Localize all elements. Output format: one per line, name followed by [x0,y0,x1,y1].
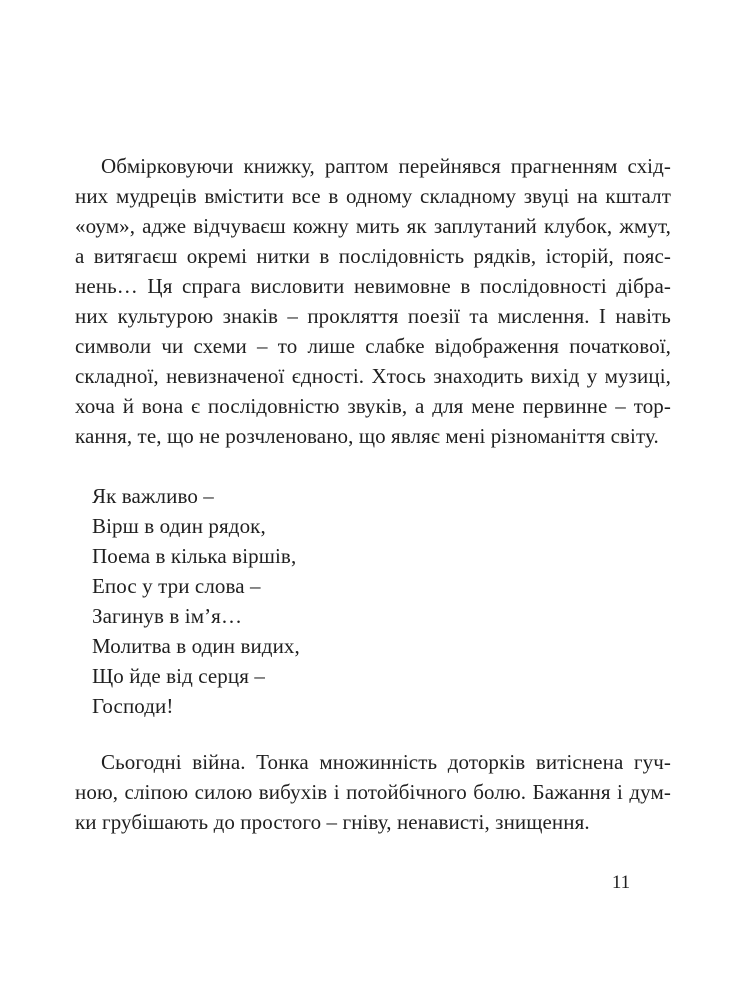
text-line: Обмірковуючи книжку, раптом перейнявся прагненням схід- [101,154,671,178]
text-line: кання, те, що не розчленовано, що являє мені різноманіття світу. [75,424,659,448]
paragraph-1 [75,151,671,451]
poem-line: Господи! [92,694,174,718]
poem-stanza [75,481,671,721]
paragraph-2 [75,747,671,837]
text-line: Сьогодні війна. Тонка множинність доторків витіснена гуч- [101,750,671,774]
text-line: символи чи схеми – то лише слабке відображення початкової, [75,334,671,358]
text-line: ною, сліпою силою вибухів і потойбічного болю. Бажання і дум- [75,780,671,804]
page-number: 11 [611,872,631,893]
body-text [75,151,671,837]
poem-line: Що йде від серця – [92,664,265,688]
text-line: а витягаєш окремі нитки в послідовність рядків, історій, пояс- [75,244,671,268]
text-line: хоча й вона є послідовністю звуків, а для мене первинне – тор- [75,394,671,418]
poem-line: Поема в кілька віршів, [92,544,297,568]
poem-line: Вірш в один рядок, [92,514,266,538]
text-line: них культурою знаків – прокляття поезії та мислення. І навіть [75,304,671,328]
text-line: них мудреців вмістити все в одному складному звуці на кшталт [75,184,671,208]
poem-line: Епос у три слова – [92,574,261,598]
text-line: «оум», адже відчуваєш кожну мить як заплутаний клубок, жмут, [75,214,671,238]
text-line: нень… Ця спрага висловити невимовне в послідовності дібра- [75,274,671,298]
poem-line: Як важливо – [92,484,214,508]
text-line: складної, невизначеної єдності. Хтось знаходить вихід у музиці, [75,364,671,388]
poem-line: Молитва в один видих, [92,634,300,658]
poem-line: Загинув в ім’я… [92,604,243,628]
text-line: ки грубішають до простого – гніву, ненависті, знищення. [75,810,590,834]
